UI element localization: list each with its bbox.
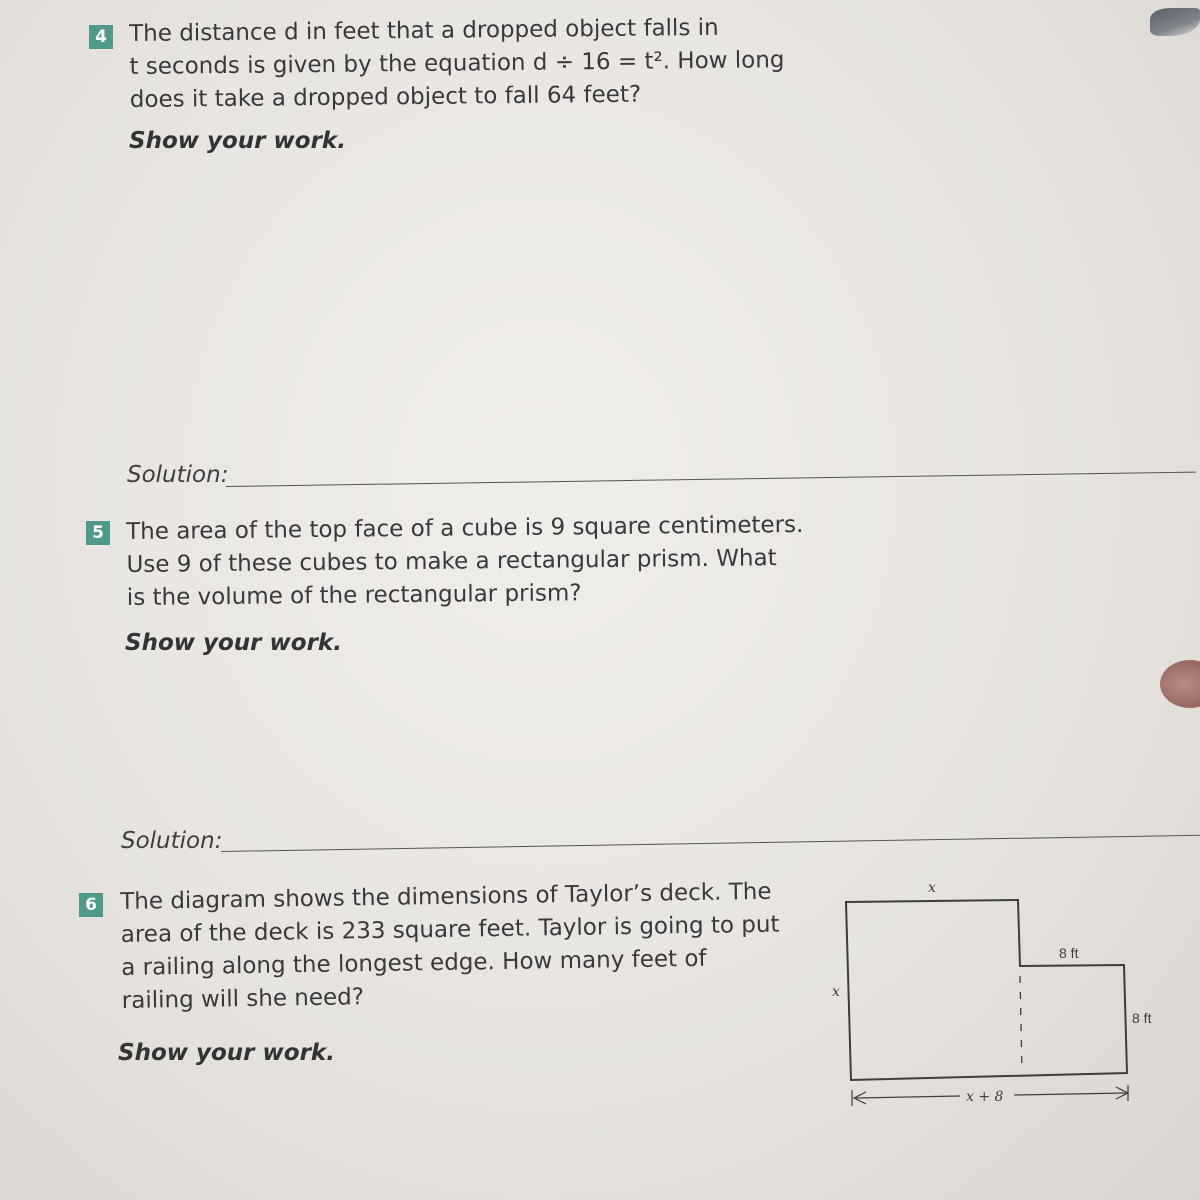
deck-diagram — [820, 876, 1180, 1116]
question-5-line-1: The area of the top face of a cube is 9 square centimeters. — [126, 511, 804, 545]
show-work-label-4: Show your work. — [129, 128, 346, 154]
question-5-line-3: is the volume of the rectangular prism? — [126, 580, 582, 611]
question-number-badge: 6 — [79, 893, 103, 917]
question-6-text — [120, 876, 781, 1018]
question-6-line-2: area of the deck is 233 square feet. Taylor is going to put — [120, 911, 780, 948]
question-6-line-4: railing will she need? — [121, 984, 365, 1014]
question-4-line-2: t seconds is given by the equation d ÷ 16 = t². How long — [129, 47, 785, 80]
question-6-line-1: The diagram shows the dimensions of Taylor’s deck. The — [120, 878, 772, 915]
question-4-line-1: The distance d in feet that a dropped object falls in — [129, 14, 719, 47]
dimension-line-left — [856, 1096, 960, 1098]
label-bottom: x + 8 — [966, 1089, 1004, 1105]
question-5-line-2: Use 9 of these cubes to make a rectangular prism. What — [126, 545, 777, 578]
question-5-text — [126, 509, 804, 615]
show-work-label-6: Show your work. — [118, 1040, 335, 1066]
label-step-top: 8 ft — [1059, 945, 1079, 961]
label-top-x: x — [928, 880, 936, 896]
dimension-line-right — [1014, 1093, 1126, 1095]
solution-label-5: Solution: — [121, 828, 223, 854]
question-4-text — [129, 11, 785, 117]
label-left-x: x — [832, 984, 840, 1000]
question-4-line-3: does it take a dropped object to fall 64 feet? — [129, 81, 642, 113]
question-number-badge: 5 — [86, 521, 110, 545]
question-number-badge: 4 — [89, 25, 113, 49]
deck-outline — [846, 900, 1127, 1080]
solution-label-4: Solution: — [127, 462, 229, 488]
dashed-divider — [1020, 976, 1022, 1072]
label-step-right: 8 ft — [1132, 1010, 1152, 1026]
show-work-label-5: Show your work. — [125, 630, 342, 656]
question-6-line-3: a railing along the longest edge. How many feet of — [121, 945, 707, 981]
